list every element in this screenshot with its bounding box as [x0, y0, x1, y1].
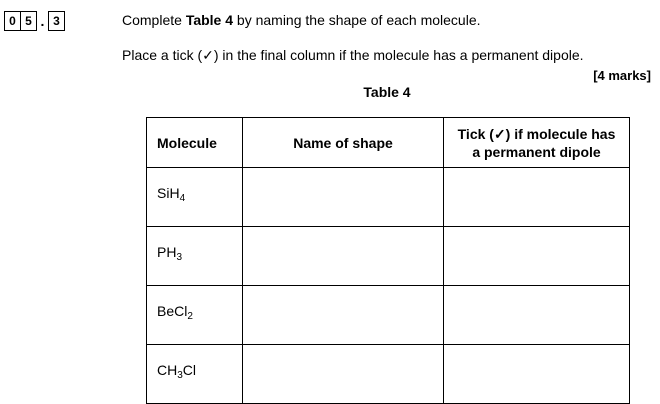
instruction-line-2: Place a tick (✓) in the final column if the molecule has a permanent dipole. [122, 47, 584, 63]
question-digit-box: 3 [48, 11, 65, 31]
header-dipole-line: Tick (✓) if molecule has [457, 125, 616, 142]
table-row [147, 168, 630, 227]
molecule-formula [147, 227, 242, 263]
question-number [4, 10, 64, 32]
molecule-table [146, 117, 630, 404]
instruction-text: by naming the shape of each molecule. [233, 12, 481, 28]
formula-subscript: 2 [187, 311, 193, 322]
molecule-formula [147, 345, 242, 381]
formula-base: BeCl [157, 303, 188, 319]
shape-answer-cell[interactable] [243, 227, 444, 286]
table-row [147, 227, 630, 286]
molecule-formula [147, 286, 242, 322]
dipole-tick-cell[interactable] [444, 286, 630, 345]
header-molecule: Molecule [147, 118, 243, 168]
formula-base: SiH [157, 185, 180, 201]
table-caption: Table 4 [363, 84, 411, 100]
molecule-cell [147, 227, 243, 286]
table-reference: Table 4 [185, 12, 234, 28]
question-digit-box: 5 [20, 11, 37, 31]
formula-subscript: 3 [176, 252, 183, 263]
table-header-row [147, 118, 630, 168]
instruction-text: Complete [122, 12, 186, 28]
header-shape: Name of shape [243, 118, 444, 168]
formula-tail: Cl [182, 362, 197, 378]
marks-label: [4 marks] [593, 68, 651, 83]
dipole-tick-cell[interactable] [444, 168, 630, 227]
header-dipole [444, 118, 630, 168]
molecule-cell [147, 345, 243, 404]
dipole-tick-cell[interactable] [444, 345, 630, 404]
molecule-formula [147, 168, 242, 204]
header-dipole-line: a permanent dipole [472, 143, 601, 160]
table-row [147, 345, 630, 404]
formula-base: CH [157, 362, 178, 378]
question-digit-box: 0 [4, 11, 21, 31]
formula-subscript: 3 [177, 370, 183, 381]
dipole-tick-cell[interactable] [444, 227, 630, 286]
shape-answer-cell[interactable] [243, 345, 444, 404]
table-row [147, 286, 630, 345]
formula-subscript: 4 [179, 193, 186, 204]
formula-base: PH [157, 244, 177, 260]
molecule-cell [147, 286, 243, 345]
shape-answer-cell[interactable] [243, 168, 444, 227]
shape-answer-cell[interactable] [243, 286, 444, 345]
question-number-separator: . [40, 13, 45, 29]
instruction-line-1 [122, 12, 481, 28]
molecule-cell [147, 168, 243, 227]
